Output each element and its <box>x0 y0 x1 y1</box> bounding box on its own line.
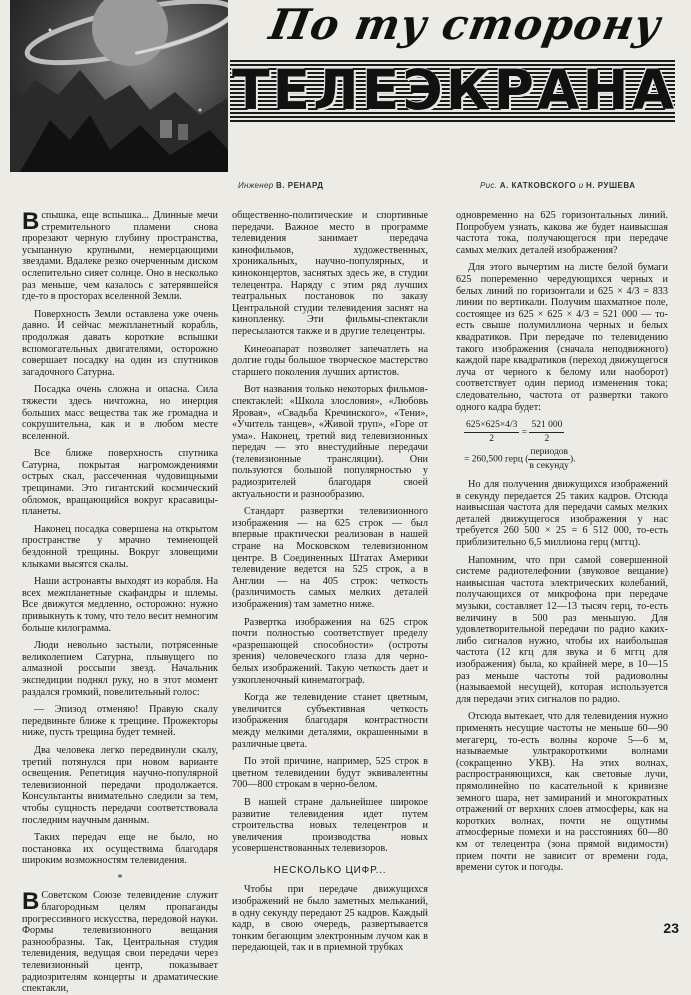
artist-name-2: Н. РУШЕВА <box>586 181 636 190</box>
paragraph: Кинеоапарат позволяет запечатлеть на долгие годы большое творческое мастерство старшего поколения лучших артистов. <box>232 343 428 378</box>
artist-credit <box>480 181 636 190</box>
paragraph: Чтобы при передаче движущихся изображений не было заметных мельканий, в одну секунду передают 25 кадров. Каждый кадр, в свою очередь, развертывается тонким бегающим электронным лучом как в передающей, так и в приемной трубках <box>232 884 428 954</box>
script-title: По ту сторону <box>265 0 666 49</box>
frequency-formula: $\frac{625\times 625\times 4/3}{2}$ = $\frac{521 000}{2}$ = 260,500 герц ( $\frac{\text{периодов}}{\text{в секунду}}$ ). <box>464 420 576 472</box>
paragraph: Развертка изображения на 625 строк почти полностью соответствует пределу «разрешающей способности» (остроты зрения) человеческого глаза для черно-белых изображений. Такую четкость дает и узкопленочный кинематограф. <box>232 616 428 686</box>
paragraph: Вспышка, еще вспышка... Длинные мечи стремительного пламени снова прорезают черную глубину пространства, усыпанную крупными, немерцающими звездами. Вдалеке резко очерченным диском ослепительно сияет солнце. Оно в несколько раз меньше, чем казалось с затерявшейся где-то в просторах вселенной Земли. <box>22 208 218 303</box>
paragraph: В Советском Союзе телевидение служит благородным целям пропаганды прогрессивного искусства, передовой науки. Формы телевизионного вещания разнообразны. Так, Центральная студия телевидения, ведущая свои передачи через телевизионный центр, показывает радиозрителям концерты и драматические спектакли, <box>22 888 218 995</box>
paragraph: По этой причине, например, 525 строк в цветном телевидении будут эквивалентны 700—800 строкам в черно-белом. <box>232 756 428 791</box>
author-label: Инженер <box>238 181 274 190</box>
paragraph: одновременно на 625 горизонтальных линий. Попробуем узнать, какова же будет наивысшая частота тока, получающегося при передаче самых мелких деталей изображения? <box>456 210 668 256</box>
article-header <box>0 0 691 175</box>
saturn-illustration <box>10 0 228 172</box>
paragraph: Стандарт развертки телевизионного изображения — на 625 строк — был впервые практически реализован в нашей стране на Московском телевизионном центре. В Соединенных Штатах Америки телевидение ведется на 525 строк, а в Англии — на 405 строк: четкость (различимость самых мелких деталей изображения) там заметно ниже. <box>232 506 428 610</box>
paragraph: Отсюда вытекает, что для телевидения нужно применять несущие частоты не меньше 60—90 мегагерц, то-есть волны короче 5—6 м, называемые ультракороткими волнами (сокращенно УКВ). На этих волнах, распространяющихся, как световые лучи, прямолинейно по касательной к кривизне земного шара, нет замираний и многократных отражений от верхних слоев атмосферы, как на коротких волнах, почти не ощутимы атмосферные помехи и на расстояниях 60—80 км от телецентра (зона прямой видимости) прием почти не зависит от времени года, времени суток и погоды. <box>456 711 668 874</box>
paragraph: Но для получения движущихся изображений в секунду передается 25 таких кадров. Отсюда наивысшая частота для передачи самых мелких деталей движущегося изображения у нас требуется 260 500 × 25 = 6 512 000, то-есть приблизительно 6,5 миллиона герц (мггц). <box>456 479 668 549</box>
paragraph: Поверхность Земли оставлена уже очень давно. И сейчас межпланетный корабль, продолжая давать короткие вспышки вспомогательных двигателями, осторожно совершает посадку на один из спутников загадочного Сатурна. <box>22 308 218 378</box>
column-3 <box>456 210 668 874</box>
artist-name-1: А. КАТКОВСКОГО <box>499 181 577 190</box>
paragraph: Два человека легко передвинули скалу, третий потянулся при новом варианте освещения. Репетиция научно-популярной телевизионной передачи продолжается. Консультанты внимательно следили за тем, чтобы сущность передачи соответствовала последним научным данным. <box>22 744 218 826</box>
paragraph: В нашей стране дальнейшее широкое развитие телевидения идет путем строительства новых телецентров и увеличения производства новых усовершенствованных телевизоров. <box>232 796 428 855</box>
artist-label: Рис. <box>480 181 498 190</box>
paragraph: — Эпизод отменяю! Правую скалу передвиньте ближе к трещине. Прожекторы ниже, пусть трещина будет темней. <box>22 704 218 739</box>
paragraph: общественно-политические и спортивные передачи. Важное место в программе телевидения занимает передача кинофильмов, художественных, хроникальных, научно-популярных, и киноконцертов, заснятых здесь же, в студии телецентра. Наряду с этим ряд лучших театральных постановок по заказу Центральной студии телевидения заснят на кинопленку. Эти фильмы-спектакли пересылаются также и в другие телецентры. <box>232 210 428 337</box>
author-credit <box>238 181 324 190</box>
formula-result: = 260,500 герц <box>464 454 523 465</box>
paragraph: Таких передач еще не было, но постановка их осуществима благодаря широким возможностям телевидения. <box>22 832 218 867</box>
section-heading: НЕСКОЛЬКО ЦИФР... <box>273 864 387 876</box>
paragraph: Вот названия только некоторых фильмов-спектаклей: «Школа злословия», «Любовь Яровая», «Свадьба Кречинского», «Тени», «Учитель танцев», «Живой труп», «Горе от ума». Наконец, третий вид телевизионных передач — это внестудийные передачи (телевизионные трансляции). Они пользуются большой популярностью у радиозрителей благодаря своей актуальности и разнообразию. <box>232 384 428 500</box>
paragraph: Люди невольно застыли, потрясенные великолепием Сатурна, плывущего по алмазной россыпи звезд. Начальник экспедиции поднял руку, но в этот момент раздался громкий, повелительный голос: <box>22 640 218 698</box>
paragraph: Когда же телевидение станет цветным, увеличится субъективная четкость изображения благодаря контрастности между мелкими деталями, окрашенными в различные цвета. <box>232 692 428 750</box>
drop-cap: В <box>22 888 40 916</box>
paragraph: Напомним, что при самой совершенной системе радиотелефонии (звуковое вещание) наивысшая частота электрических колебаний, получающихся от микрофона при передаче музыки, составляет 12—13 тысяч герц, то-есть величину в 500 раз меньшую. Для удовлетворительной передачи по радио каких-либо сигналов нужно, чтобы их наибольшая частота (12 кгц для звука и 6 мггц для изображения) была, ко крайней мере, в 10—15 раз меньше частоты той радиоволны (называемой несущей), которая используется для передачи этих сигналов по радио. <box>456 554 668 705</box>
column-2 <box>232 210 428 954</box>
drop-cap: В <box>22 208 40 235</box>
page-number: 23 <box>663 920 679 936</box>
section-separator: * <box>117 872 123 884</box>
column-1 <box>22 210 218 995</box>
paragraph: Посадка очень сложна и опасна. Сила тяжести здесь ничтожна, но инерция больших масс вещества так же громадна и сокрушительна, как и в любом месте вселенной. <box>22 384 218 442</box>
paragraph: Для этого вычертим на листе белой бумаги 625 попеременно чередующихся черных и белых линий по горизонтали и 625 × 4/3 = 833 линии по вертикали. Получим шахматное поле, состоящее из 625 × 625 × 4/3 = 521 000 — то-есть свыше полумиллиона черных и белых квадратиков. При передаче по телевидению такого изображения (сначала неподвижного) каждой паре квадратиков (переход движущегося луча от черного к белому или наоборот) соответствует один период изменения тока; следовательно, частота от развертки такого одного кадра будет: <box>456 262 668 413</box>
paragraph: Все ближе поверхность спутника Сатурна, покрытая нагромождениями острых скал, рассеченная чудовищными трещинами. Это гигантский космический обломок, вращающийся вокруг красавицы-планеты. <box>22 448 218 518</box>
paragraph: Наши астронавты выходят из корабля. На всех межпланетные скафандры и шлемы. Все движутся медленно, осторожно: нужно привыкнуть к тому, что тело весит немногим больше килограмма. <box>22 576 218 634</box>
artist-and: и <box>578 181 584 190</box>
author-name: В. РЕНАРД <box>276 181 324 190</box>
main-title: ТЕЛЕЭКРАНА <box>232 58 678 122</box>
paragraph: Наконец посадка совершена на открытом пространстве у мрачно темнеющей бездонной трещины. Вокруг зловещими клыками высятся скалы. <box>22 523 218 570</box>
